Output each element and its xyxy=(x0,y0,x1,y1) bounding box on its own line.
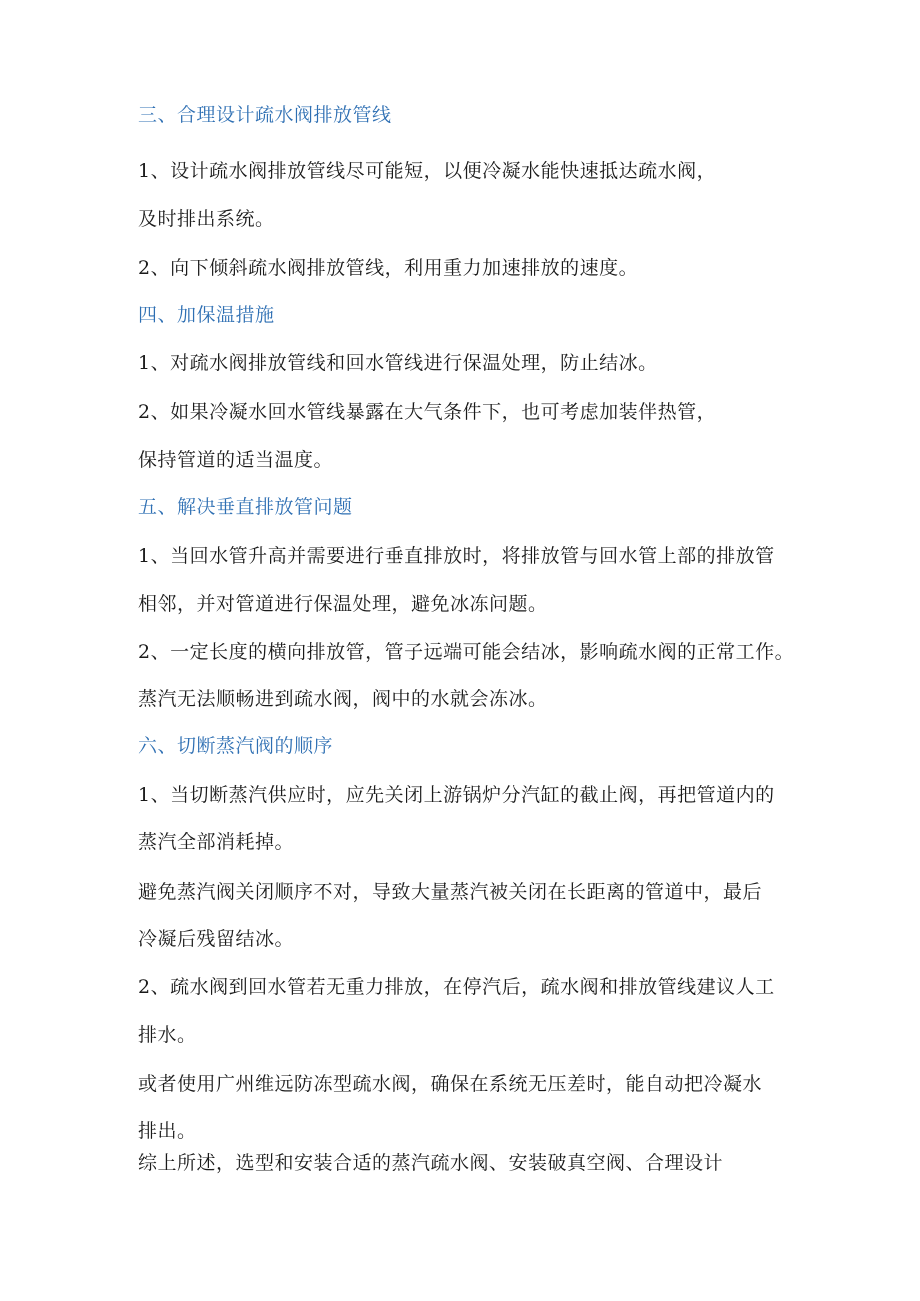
paragraph-line: 1、当回水管升高并需要进行垂直排放时，将排放管与回水管上部的排放管 xyxy=(138,545,775,567)
paragraph-line: 避免蒸汽阀关闭顺序不对，导致大量蒸汽被关闭在长距离的管道中，最后 xyxy=(138,881,763,903)
paragraph-line: 保持管道的适当温度。 xyxy=(138,449,334,471)
paragraph-line: 1、当切断蒸汽供应时，应先关闭上游锅炉分汽缸的截止阀，再把管道内的 xyxy=(138,784,775,806)
paragraph-line: 蒸汽全部消耗掉。 xyxy=(138,831,295,853)
paragraph-line: 及时排出系统。 xyxy=(138,208,275,230)
paragraph-line: 综上所述，选型和安装合适的蒸汽疏水阀、安装破真空阀、合理设计 xyxy=(138,1152,724,1174)
paragraph-line: 排出。 xyxy=(138,1120,197,1142)
paragraph-line: 1、对疏水阀排放管线和回水管线进行保温处理，防止结冰。 xyxy=(138,352,658,374)
heading-section-4: 四、加保温措施 xyxy=(138,304,275,326)
heading-section-6: 六、切断蒸汽阀的顺序 xyxy=(138,735,334,757)
paragraph-line: 2、疏水阀到回水管若无重力排放，在停汽后，疏水阀和排放管线建议人工 xyxy=(138,976,775,998)
paragraph-line: 排水。 xyxy=(138,1024,197,1046)
heading-section-3: 三、合理设计疏水阀排放管线 xyxy=(138,104,392,126)
paragraph-line: 2、向下倾斜疏水阀排放管线，利用重力加速排放的速度。 xyxy=(138,257,639,279)
paragraph-line: 蒸汽无法顺畅进到疏水阀，阀中的水就会冻冰。 xyxy=(138,688,548,710)
paragraph-line: 2、一定长度的横向排放管，管子远端可能会结冰，影响疏水阀的正常工作。 xyxy=(138,641,795,663)
paragraph-line: 冷凝后残留结冰。 xyxy=(138,928,295,950)
heading-section-5: 五、解决垂直排放管问题 xyxy=(138,496,353,518)
paragraph-line: 2、如果冷凝水回水管线暴露在大气条件下，也可考虑加装伴热管， xyxy=(138,401,717,423)
paragraph-line: 1、设计疏水阀排放管线尽可能短，以便冷凝水能快速抵达疏水阀， xyxy=(138,160,717,182)
paragraph-line: 相邻，并对管道进行保温处理，避免冰冻问题。 xyxy=(138,593,548,615)
paragraph-line: 或者使用广州维远防冻型疏水阀，确保在系统无压差时，能自动把冷凝水 xyxy=(138,1073,763,1095)
